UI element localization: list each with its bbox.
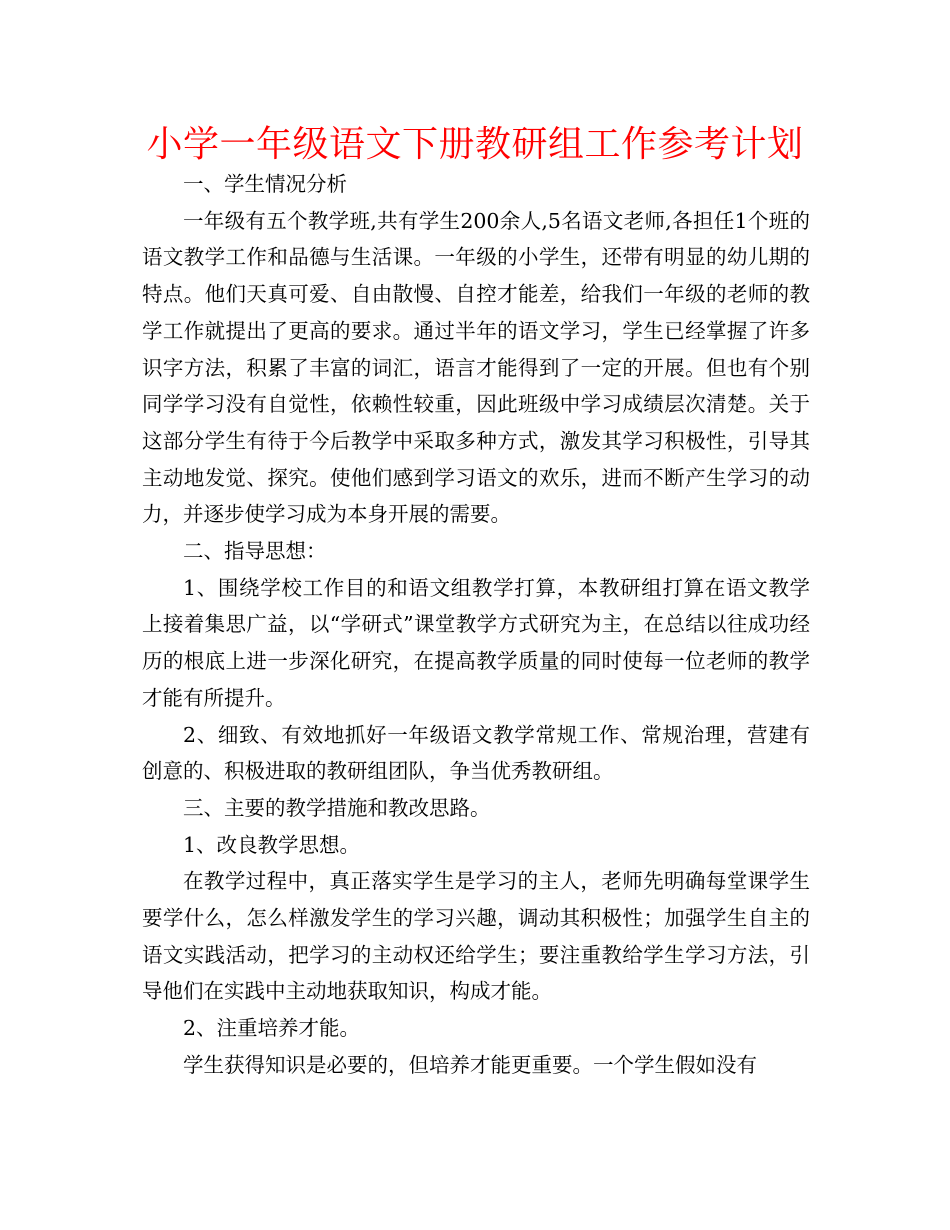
- paragraph: 一年级有五个教学班,共有学生200余人,5名语文老师,各担任1个班的语文教学工作和品德与生活课。一年级的小学生，还带有明显的幼儿期的特点。他们天真可爱、自由散慢、自控才能差，给我们一年级的老师的教学工作就提出了更高的要求。通过半年的语文学习，学生已经掌握了许多识字方法，积累了丰富的词汇，语言才能得到了一定的开展。但也有个别同学学习没有自觉性，依赖性较重，因此班级中学习成绩层次清楚。关于这部分学生有待于今后教学中采取多种方式，激发其学习积极性，引导其主动地发觉、探究。使他们感到学习语文的欢乐，进而不断产生学习的动力，并逐步使学习成为本身开展的需要。: [142, 208, 810, 527]
- section-heading-1: 一、学生情况分析: [183, 172, 347, 196]
- paragraph: 1、围绕学校工作目的和语文组教学打算，本教研组打算在语文教学上接着集思广益，以“学研式”课堂教学方式研究为主，在总结以往成功经历的根底上进一步深化研究，在提高教学质量的同时使每一位老师的教学才能有所提升。: [142, 575, 810, 710]
- paragraph: 学生获得知识是必要的，但培养才能更重要。一个学生假如没有: [183, 1052, 757, 1077]
- document-body: [142, 166, 810, 1084]
- section-heading-2: 二、指导思想：: [183, 539, 327, 564]
- subheading: 2、注重培养才能。: [183, 1016, 361, 1041]
- section-heading-3: 三、主要的教学措施和教改思路。: [183, 795, 491, 820]
- subheading: 1、改良教学思想。: [183, 832, 361, 857]
- paragraph: 在教学过程中，真正落实学生是学习的主人，老师先明确每堂课学生要学什么，怎么样激发学生的学习兴趣，调动其积极性；加强学生自主的语文实践活动，把学习的主动权还给学生；要注重教给学生学习方法，引导他们在实践中主动地获取知识，构成才能。: [142, 869, 810, 1004]
- document-title: 小学一年级语文下册教研组工作参考计划: [146, 124, 804, 165]
- paragraph: 2、细致、有效地抓好一年级语文教学常规工作、常规治理，营建有创意的、积极进取的教研组团队，争当优秀教研组。: [142, 722, 810, 784]
